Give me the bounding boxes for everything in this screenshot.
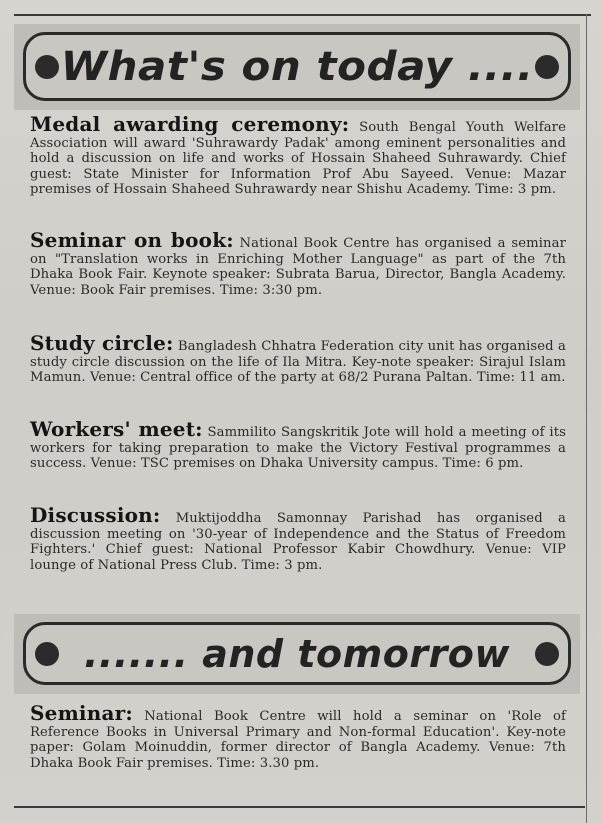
bullet-dot-icon (535, 642, 559, 666)
tomorrow-banner-frame (23, 622, 571, 685)
event-title: Seminar on book: (30, 228, 234, 252)
event-item (30, 331, 566, 386)
bullet-dot-icon (35, 55, 59, 79)
top-rule (14, 14, 591, 16)
event-item (30, 112, 566, 198)
today-banner-title: What's on today .... (60, 43, 534, 90)
event-item (30, 701, 566, 771)
event-description: South Bengal Youth Welfare Association will award 'Suhrawardy Padak' among eminent personalities and hold a discussion on life and works of Hossain Shaheed Suhrawardy. Chief guest: State Minister for Information Prof Abu Sayeed. Venue: Mazar premises of Hossain Shaheed Suhrawardy near Shishu Academy. Time: 3 pm. (30, 120, 566, 197)
event-title: Workers' meet: (30, 417, 203, 441)
event-title: Discussion: (30, 503, 161, 527)
event-description: National Book Centre will hold a seminar on 'Role of Reference Books in Universal Primary and Non-formal Education'. Key-note paper: Golam Moinuddin, former director of Bangla Academy. Venue: 7th Dhaka Book Fair premises. Time: 3.30 pm. (30, 709, 566, 771)
right-rule (586, 14, 587, 823)
event-title: Seminar: (30, 701, 133, 725)
event-item (30, 417, 566, 472)
event-description: Sammilito Sangskritik Jote will hold a meeting of its workers for taking preparation to make the Victory Festival programmes a success. Venue: TSC premises on Dhaka University campus. Time: 6 pm. (30, 425, 566, 471)
tomorrow-banner-title: ....... and tomorrow (83, 631, 511, 676)
event-title: Medal awarding ceremony: (30, 112, 350, 136)
event-item (30, 503, 566, 573)
event-title: Study circle: (30, 331, 174, 355)
tomorrow-banner (14, 614, 580, 694)
event-item (30, 228, 566, 298)
bottom-rule (14, 806, 585, 808)
event-description: Muktijoddha Samonnay Parishad has organised a discussion meeting on '30-year of Independence and the Status of Freedom Fighters.' Chief guest: National Professor Kabir Chowdhury. Venue: VIP lounge of National Press Club. Time: 3 pm. (30, 511, 566, 573)
bullet-dot-icon (35, 642, 59, 666)
event-description: National Book Centre has organised a seminar on "Translation works in Enriching Mother Language" as part of the 7th Dhaka Book Fair. Keynote speaker: Subrata Barua, Director, Bangla Academy. Venue: Book Fair premises. Time: 3:30 pm. (30, 236, 566, 298)
today-banner (14, 24, 580, 110)
event-description: Bangladesh Chhatra Federation city unit has organised a study circle discussion on the life of Ila Mitra. Key-note speaker: Sirajul Islam Mamun. Venue: Central office of the party at 68/2 Purana Paltan. Time: 11 am. (30, 339, 566, 385)
bullet-dot-icon (535, 55, 559, 79)
today-banner-frame (23, 32, 571, 101)
